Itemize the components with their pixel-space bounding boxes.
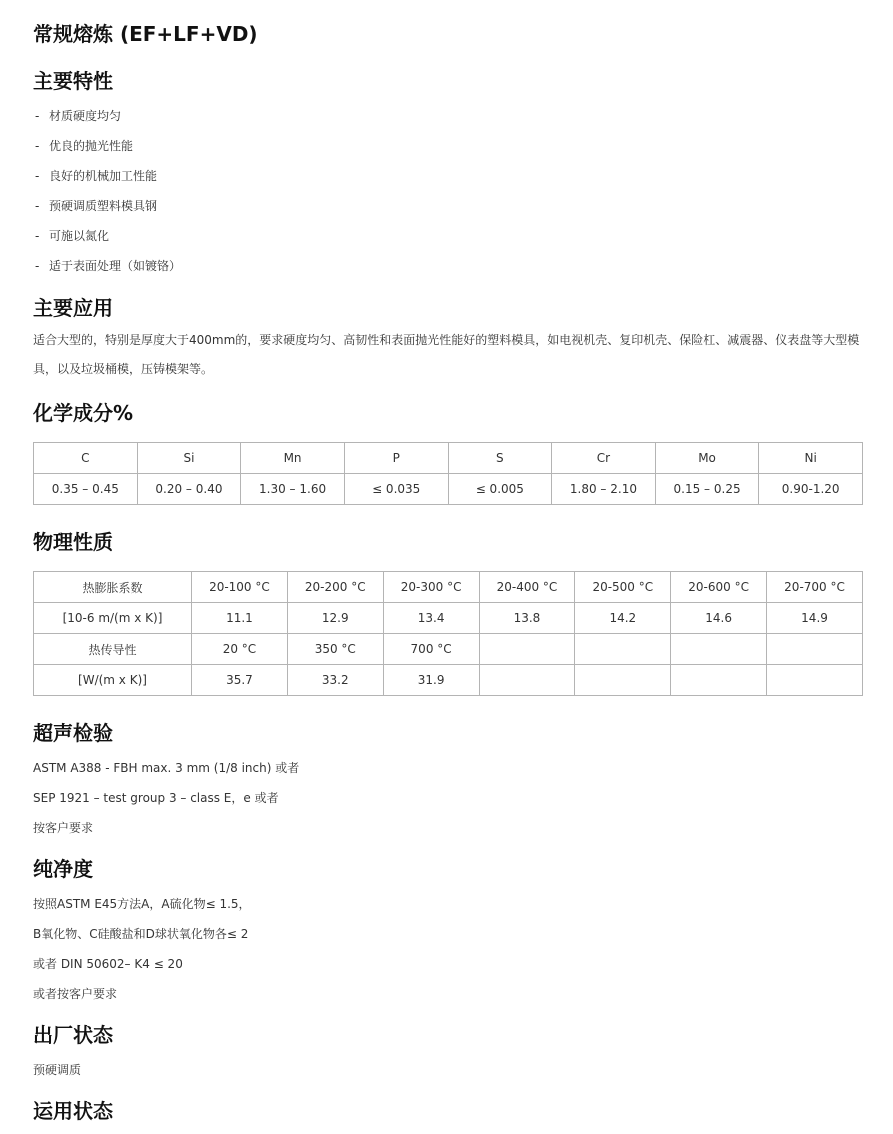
feature-item: - 预硬调质塑料模具钢 <box>35 199 158 213</box>
table-cell: 20-500 °C <box>575 572 671 603</box>
chemistry-header-row <box>34 443 863 474</box>
table-cell: 31.9 <box>383 665 479 696</box>
table-cell <box>671 665 767 696</box>
element-value: 0.90-1.20 <box>759 474 863 505</box>
table-cell <box>767 665 863 696</box>
ultrasonic-line: SEP 1921 – test group 3 – class E，e 或者 <box>33 791 279 805</box>
page-title: 常规熔炼 (EF+LF+VD) <box>33 22 258 46</box>
chemistry-heading: 化学成分% <box>33 401 134 425</box>
purity-line: 或者 DIN 50602– K4 ≤ 20 <box>33 957 183 971</box>
ultrasonic-line: 按客户要求 <box>33 821 94 835</box>
element-header: Si <box>137 443 241 474</box>
table-cell: 350 °C <box>287 634 383 665</box>
table-cell: 13.4 <box>383 603 479 634</box>
table-cell: 20-200 °C <box>287 572 383 603</box>
table-row <box>34 603 863 634</box>
table-cell: 14.2 <box>575 603 671 634</box>
table-cell: [W/(m x K)] <box>34 665 192 696</box>
delivery-heading: 出厂状态 <box>33 1023 113 1047</box>
table-cell <box>479 665 575 696</box>
table-row <box>34 572 863 603</box>
table-cell: 35.7 <box>192 665 288 696</box>
table-cell: 13.8 <box>479 603 575 634</box>
table-cell: 20-400 °C <box>479 572 575 603</box>
element-header: Cr <box>552 443 656 474</box>
element-header: Mn <box>241 443 345 474</box>
purity-line: 按照ASTM E45方法A，A硫化物≤ 1.5， <box>33 897 251 911</box>
element-value: ≤ 0.035 <box>344 474 448 505</box>
table-cell: 热膨胀系数 <box>34 572 192 603</box>
element-header: Mo <box>655 443 759 474</box>
element-value: 0.20 – 0.40 <box>137 474 241 505</box>
purity-line: 或者按客户要求 <box>33 987 118 1001</box>
table-cell: 热传导性 <box>34 634 192 665</box>
element-header: P <box>344 443 448 474</box>
table-cell: 14.6 <box>671 603 767 634</box>
feature-item: - 良好的机械加工性能 <box>35 169 158 183</box>
table-row <box>34 634 863 665</box>
table-cell: 20-700 °C <box>767 572 863 603</box>
table-row <box>34 665 863 696</box>
purity-heading: 纯净度 <box>33 857 93 881</box>
table-cell: 20-300 °C <box>383 572 479 603</box>
chemistry-value-row <box>34 474 863 505</box>
table-cell <box>575 634 671 665</box>
table-cell: 700 °C <box>383 634 479 665</box>
element-value: 1.30 – 1.60 <box>241 474 345 505</box>
table-cell: 20 °C <box>192 634 288 665</box>
usage-heading: 运用状态 <box>33 1099 113 1123</box>
element-header: Ni <box>759 443 863 474</box>
ultrasonic-line: ASTM A388 - FBH max. 3 mm (1/8 inch) 或者 <box>33 761 300 775</box>
table-cell: [10-6 m/(m x K)] <box>34 603 192 634</box>
table-cell: 20-100 °C <box>192 572 288 603</box>
physical-table <box>33 571 863 696</box>
delivery-text: 预硬调质 <box>33 1063 82 1077</box>
applications-text: 适合大型的，特别是厚度大于400mm的，要求硬度均匀、高韧性和表面抛光性能好的塑料模具，如电视机壳、复印机壳、保险杠、减震器、仪表盘等大型模具，以及垃圾桶模，压铸模架等。 <box>33 333 860 376</box>
table-cell: 11.1 <box>192 603 288 634</box>
element-value: 1.80 – 2.10 <box>552 474 656 505</box>
table-cell: 12.9 <box>287 603 383 634</box>
features-heading: 主要特性 <box>33 69 113 93</box>
table-cell <box>479 634 575 665</box>
feature-item: - 优良的抛光性能 <box>35 139 134 153</box>
purity-line: B氧化物、C硅酸盐和D球状氧化物各≤ 2 <box>33 927 249 941</box>
physical-heading: 物理性质 <box>33 530 113 554</box>
table-cell: 14.9 <box>767 603 863 634</box>
feature-item: - 材质硬度均匀 <box>35 109 122 123</box>
table-cell: 33.2 <box>287 665 383 696</box>
feature-item: - 可施以氮化 <box>35 229 110 243</box>
element-value: ≤ 0.005 <box>448 474 552 505</box>
table-cell <box>767 634 863 665</box>
applications-heading: 主要应用 <box>33 296 113 320</box>
element-header: S <box>448 443 552 474</box>
chemistry-table <box>33 442 863 505</box>
element-value: 0.35 – 0.45 <box>34 474 138 505</box>
table-cell <box>671 634 767 665</box>
element-header: C <box>34 443 138 474</box>
ultrasonic-heading: 超声检验 <box>33 721 113 745</box>
table-cell: 20-600 °C <box>671 572 767 603</box>
feature-item: - 适于表面处理（如镀铬） <box>35 259 182 273</box>
element-value: 0.15 – 0.25 <box>655 474 759 505</box>
table-cell <box>575 665 671 696</box>
